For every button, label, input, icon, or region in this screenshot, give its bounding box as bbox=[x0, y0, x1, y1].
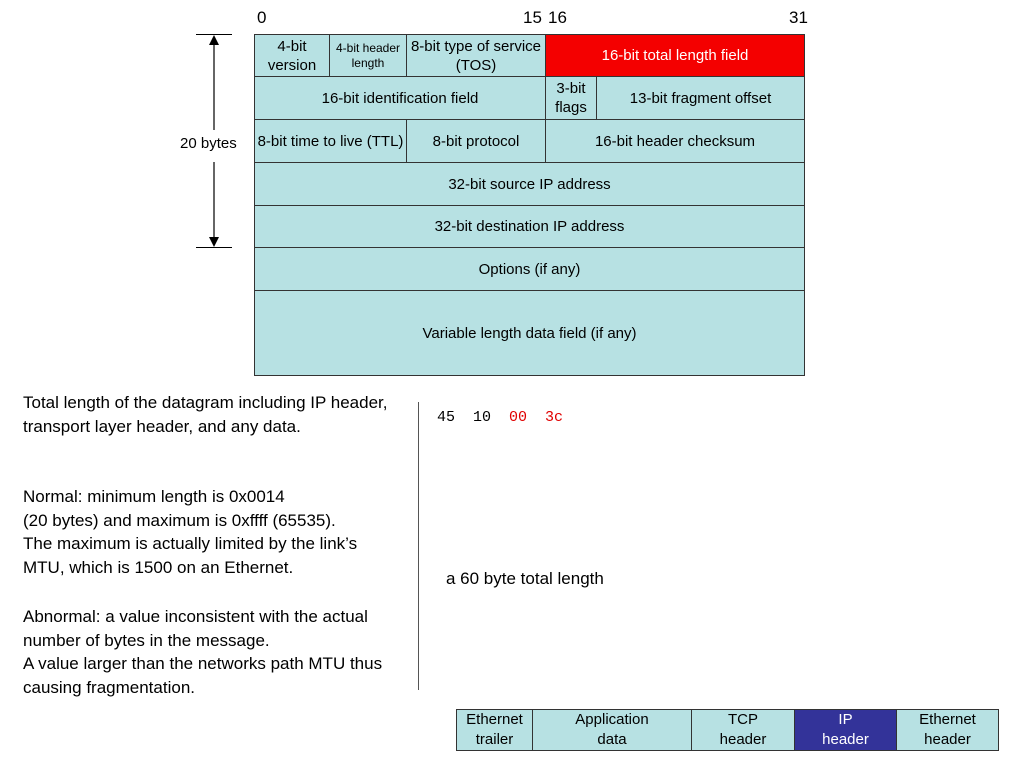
fragment-offset-field: 13-bit fragment offset bbox=[596, 76, 805, 120]
hex-dump bbox=[437, 408, 563, 426]
bit-number-15: 15 bbox=[523, 8, 542, 27]
bit-number-31: 31 bbox=[789, 8, 808, 27]
bytes-label: 20 bytes bbox=[180, 135, 237, 152]
ttl-field: 8-bit time to live (TTL) bbox=[254, 119, 407, 163]
checksum-field: 16-bit header checksum bbox=[545, 119, 805, 163]
vertical-divider bbox=[418, 402, 419, 690]
hex-total-length-bytes: 00 3c bbox=[509, 409, 564, 426]
data-field: Variable length data field (if any) bbox=[254, 290, 805, 376]
description-paragraph-3: Abnormal: a value inconsistent with the actual number of bytes in the message. A value larger than the networks path MTU thus causing fragmentation. bbox=[23, 607, 383, 697]
hex-normal-bytes: 45 10 bbox=[437, 409, 510, 426]
tos-field: 8-bit type of service (TOS) bbox=[406, 34, 546, 77]
dest-ip-field: 32-bit destination IP address bbox=[254, 205, 805, 248]
identification-field: 16-bit identification field bbox=[254, 76, 546, 120]
flags-field: 3-bit flags bbox=[545, 76, 597, 120]
bit-number-16: 16 bbox=[548, 8, 567, 27]
header-length-field: 4-bit header length bbox=[329, 34, 407, 77]
bit-number-0: 0 bbox=[257, 8, 267, 27]
description-paragraph-2: Normal: minimum length is 0x0014 (20 bytes) and maximum is 0xffff (65535). The maximum is actually limited by the link’s MTU, which is 1500 on an Ethernet. bbox=[23, 487, 358, 577]
packet-part-application-data: Application data bbox=[532, 709, 692, 751]
packet-part-ethernet-trailer: Ethernet trailer bbox=[456, 709, 533, 751]
packet-part-ip-header: IP header bbox=[794, 709, 897, 751]
source-ip-field: 32-bit source IP address bbox=[254, 162, 805, 206]
version-field: 4-bit version bbox=[254, 34, 330, 77]
description-paragraph-1: Total length of the datagram including IP header, transport layer header, and any data. bbox=[23, 393, 388, 436]
total-length-field: 16-bit total length field bbox=[545, 34, 805, 77]
total-length-note: a 60 byte total length bbox=[446, 569, 604, 588]
protocol-field: 8-bit protocol bbox=[406, 119, 546, 163]
packet-part-ethernet-header: Ethernet header bbox=[896, 709, 999, 751]
options-field: Options (if any) bbox=[254, 247, 805, 291]
packet-part-tcp-header: TCP header bbox=[691, 709, 795, 751]
